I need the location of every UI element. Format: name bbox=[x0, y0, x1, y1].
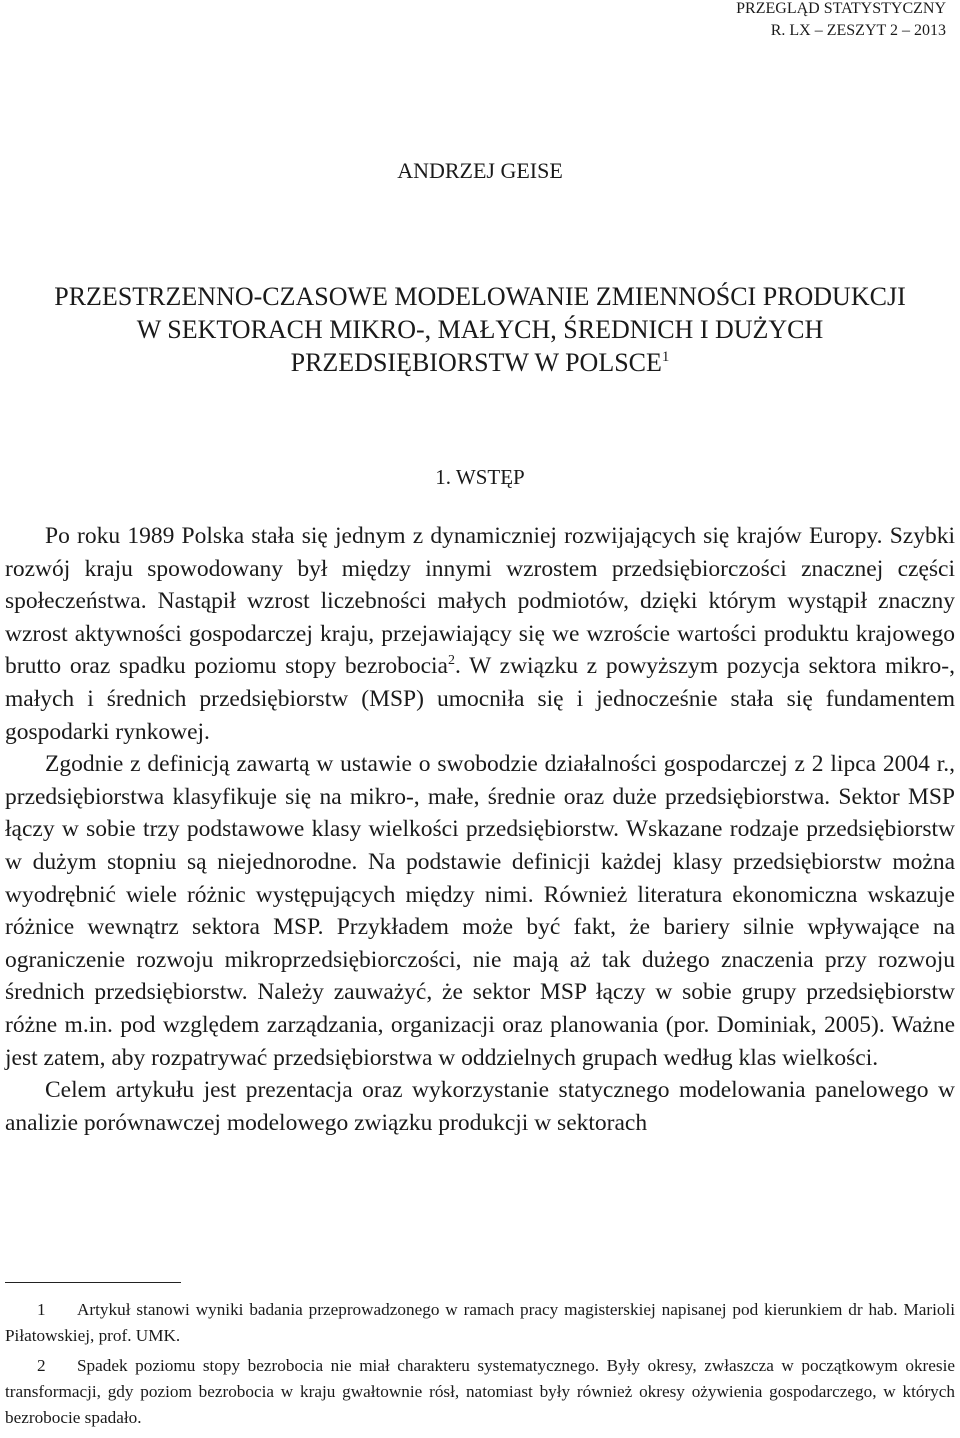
section-heading: 1. WSTĘP bbox=[435, 465, 525, 489]
paragraph-1 bbox=[5, 520, 955, 748]
footnote-separator bbox=[5, 1282, 181, 1283]
journal-issue: R. LX – ZESZYT 2 – 2013 bbox=[770, 22, 946, 39]
paragraph-3: Celem artykułu jest prezentacja oraz wykorzystanie statycznego modelowania panelowego w analizie porównawczej modelowego związku produkcji w sektorach bbox=[5, 1077, 955, 1136]
footnote-1-number: 1 bbox=[37, 1300, 46, 1319]
journal-name: PRZEGLĄD STATYSTYCZNY bbox=[736, 0, 946, 17]
footnote-1-text: Artykuł stanowi wyniki badania przeprowadzonego w ramach pracy magisterskiej napisanej pod kierunkiem dr hab. Marioli Piłatowskiej, prof. UMK. bbox=[5, 1300, 955, 1345]
title-line-2: W SEKTORACH MIKRO-, MAŁYCH, ŚREDNICH I DUŻYCH bbox=[136, 315, 824, 344]
author-name: ANDRZEJ GEISE bbox=[397, 158, 563, 183]
footnote-2-number: 2 bbox=[37, 1356, 46, 1375]
paragraph-2: Zgodnie z definicją zawartą w ustawie o swobodzie działalności gospodarczej z 2 lipca 2004 r., przedsiębiorstwa klasyfikuje się na mikro-, małe, średnie oraz duże przedsiębiorstwa. Sektor MSP łączy w sobie trzy podstawowe klasy wielkości przedsiębiorstw. Wskazane rodzaje przedsiębiorstw w dużym stopniu są niejednorodne. Na podstawie definicji każdej klasy przedsiębiorstw można wyodrębnić wiele różnic występujących między nimi. Również literatura ekonomiczna wskazuje różnice wewnątrz sektora MSP. Przykładem może być fakt, że bariery silnie wpływające na ograniczenie rozwoju mikroprzedsiębiorczości, nie mają aż tak dużego znaczenia przy rozwoju średnich przedsiębiorstw. Należy zauważyć, że sektor MSP łączy w sobie grupy przedsiębiorstw różne m.in. pod względem zarządzania, organizacji oraz planowania (por. Dominiak, 2005). Ważne jest zatem, aby rozpatrywać przedsiębiorstwa w oddzielnych grupach według klas wielkości. bbox=[5, 751, 955, 1071]
title-line-3-text: PRZEDSIĘBIORSTW W POLSCE bbox=[290, 348, 662, 377]
title-line-3 bbox=[0, 348, 960, 378]
paragraph-1-text-b: . W związku z powyższym pozycja sektora mikro-, małych i średnich przedsiębiorstw (MSP) umocniła się i jednocześnie stała się fundamentem gospodarki rynkowej. bbox=[5, 653, 955, 745]
footnote-ref-1[interactable]: 1 bbox=[661, 349, 670, 365]
footnote-2 bbox=[5, 1353, 955, 1431]
article-body bbox=[5, 520, 955, 1139]
footnote-1 bbox=[5, 1297, 955, 1349]
title-line-1: PRZESTRZENNO-CZASOWE MODELOWANIE ZMIENNOŚCI PRODUKCJI bbox=[54, 282, 906, 311]
footnote-2-text: Spadek poziomu stopy bezrobocia nie miał charakteru systematycznego. Były okresy, zwłaszcza w początkowym okresie transformacji, gdy poziom bezrobocia w kraju gwałtownie rósł, natomiast były również okresy ożywienia gospodarczego, w których bezrobocie spadało. bbox=[5, 1356, 955, 1427]
footnote-ref-2[interactable]: 2 bbox=[448, 653, 455, 669]
paragraph-1-text-a: Po roku 1989 Polska stała się jednym z dynamiczniej rozwijających się krajów Europy. Szybki rozwój kraju spowodowany był między innymi wzrostem przedsiębiorczości znacznej części społeczeństwa. Nastąpił wzrost liczebności małych podmiotów, dzięki którym wystąpił znaczny wzrost aktywności gospodarczej kraju, przejawiający się we wzroście wartości produktu krajowego brutto oraz spadku poziomu stopy bezrobocia bbox=[5, 523, 955, 680]
footnotes bbox=[5, 1297, 955, 1435]
